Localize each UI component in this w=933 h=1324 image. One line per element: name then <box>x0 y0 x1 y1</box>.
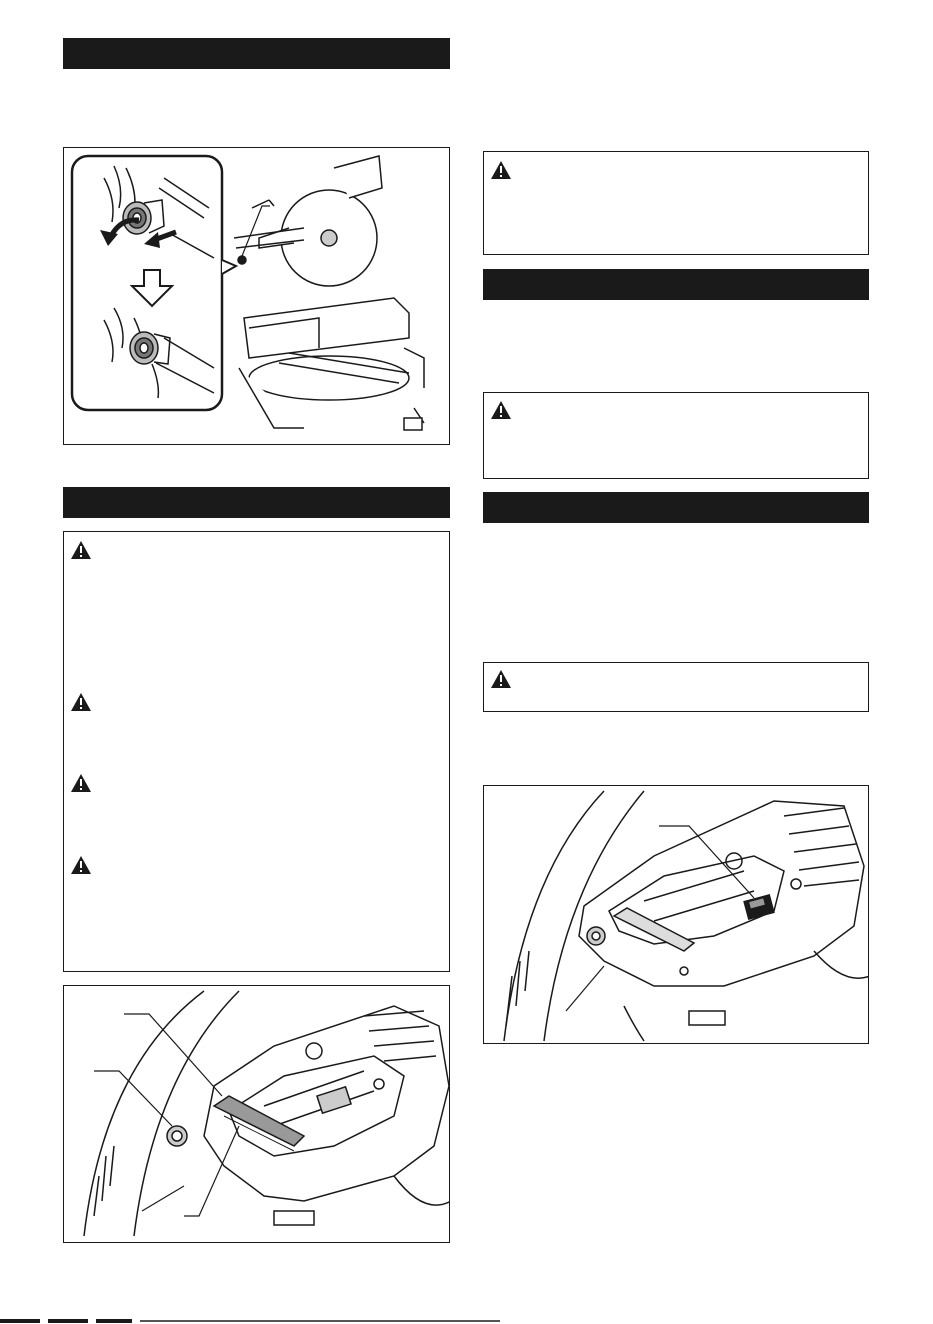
warning-triangle-icon <box>70 540 92 560</box>
section-heading-bar <box>483 492 869 523</box>
figure-blade-guard-lever <box>63 985 450 1243</box>
warning-box <box>483 662 869 712</box>
footer-rule <box>0 1318 933 1324</box>
warning-triangle-icon <box>490 669 512 689</box>
warning-box <box>483 151 869 255</box>
miter-saw-drawing <box>234 156 424 430</box>
warning-triangle-icon <box>490 160 512 180</box>
warning-triangle-icon <box>70 773 92 793</box>
warning-box <box>63 531 450 972</box>
section-heading-bar <box>483 269 869 300</box>
section-heading-bar <box>63 487 450 518</box>
section-heading-bar <box>63 38 450 69</box>
warning-triangle-icon <box>490 400 512 420</box>
lock-pin-illustration <box>64 148 450 445</box>
figure-lock-pin <box>63 147 450 445</box>
warning-triangle-icon <box>70 692 92 712</box>
warning-box <box>483 392 869 479</box>
blade-guard-lever-illustration <box>64 986 450 1243</box>
switch-detail-illustration <box>484 786 869 1044</box>
warning-triangle-icon <box>70 855 92 875</box>
figure-switch-detail <box>483 785 869 1044</box>
